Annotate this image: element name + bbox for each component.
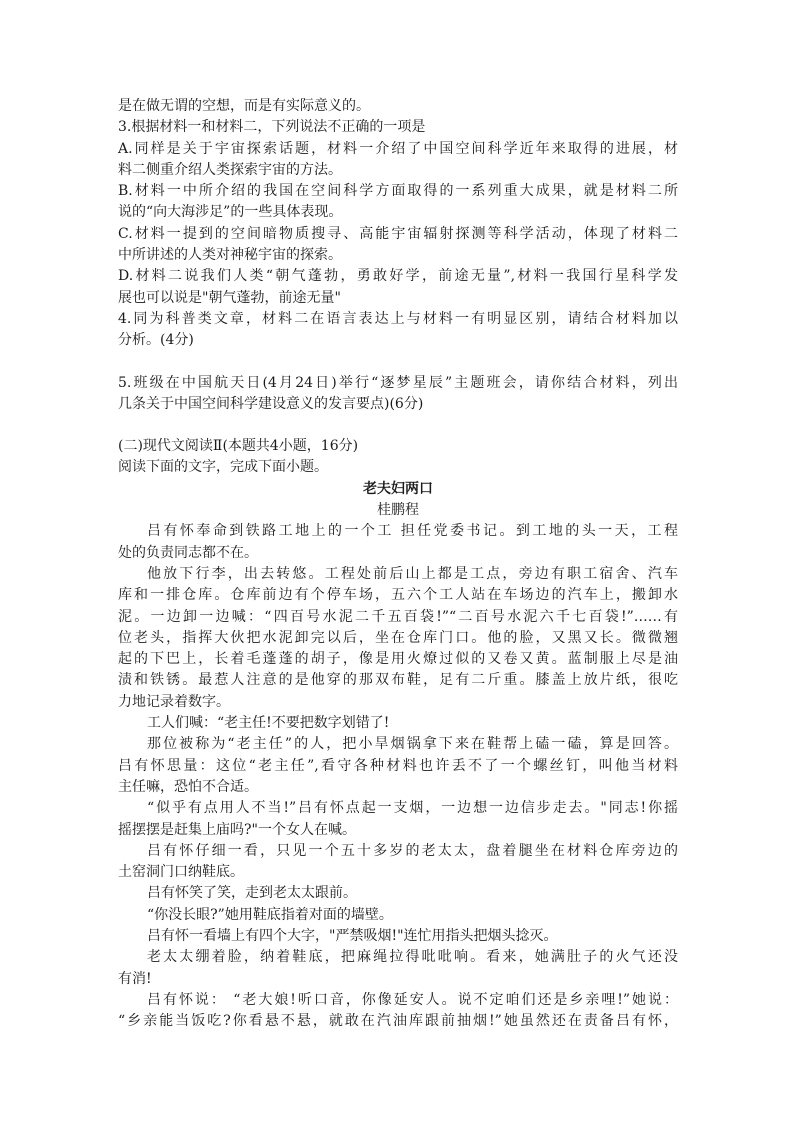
paragraph-line: 吕有怀思量：这位“老主任”,看守各种材料也许丢不了一个螺丝钉，叫他当材料 [118, 757, 678, 774]
section-instruction: 阅读下面的文字，完成下面小题。 [118, 459, 328, 476]
q3-stem: 3.根据材料一和材料二，下列说法不正确的一项是 [118, 119, 426, 136]
q3-option-a-line2: 料二侧重介绍人类探索宇宙的方法。 [118, 161, 342, 178]
paragraph-line: 主任嘛，恐怕不合适。 [118, 778, 258, 795]
paragraph-line: “乡亲能当饭吃?你看悬不悬，就敢在汽油库跟前抽烟!”她虽然还在责备吕有怀， [118, 1013, 678, 1030]
paragraph-line: 他放下行李，出去转悠。工程处前后山上都是工点，旁边有职工宿舍、汽车 [147, 565, 678, 582]
story-paragraph [118, 841, 678, 884]
story-paragraph [118, 564, 678, 713]
q5-line2: 几条关于中国空间科学建设意义的发言要点)(6分) [118, 395, 424, 412]
paragraph-line: 有消! [118, 970, 152, 987]
paragraph-line: 吕有怀笑了笑，走到老太太跟前。 [147, 885, 357, 902]
paragraph-line: 老太太绷着脸，纳着鞋底，把麻绳拉得吡吡响。看来，她满肚子的火气还没 [147, 949, 678, 966]
question-5 [118, 373, 678, 416]
paragraph-line: 泥。一边卸一边喊：“四百号水泥二千五百袋!”“二百号水泥六千七百袋!”……有 [118, 608, 678, 625]
paragraph-line: 吕有怀奉命到铁路工地上的一个工 担任党委书记。到工地的头一天，工程 [147, 523, 678, 540]
q3-option-d-line1: D.材料二说我们人类“朝气蓬勃，勇敢好学，前途无量”,材料一我国行星科学发 [118, 268, 678, 285]
q3-option-b-line1: B.材料一中所介绍的我国在空间科学方面取得的一系列重大成果，就是材料二所 [118, 183, 678, 200]
paragraph-line: 起的下巴上，长着毛蓬蓬的胡子，像是用火燎过似的又卷又黄。蓝制服上尽是油 [118, 651, 678, 668]
story-paragraph [118, 713, 678, 734]
story-title: 老夫妇两口 [363, 480, 433, 497]
story-paragraph [118, 926, 678, 947]
paragraph-line: 位老头，指挥大伙把水泥卸完以后，坐在仓库门口。他的脸，又黑又长。微微翘 [118, 629, 678, 646]
paragraph-line: “你没长眼?”她用鞋底指着对面的墙壁。 [147, 906, 393, 923]
paragraph-line: 吕有怀说： “老大娘!听口音，你像延安人。说不定咱们还是乡亲哩!”她说： [147, 991, 678, 1008]
story-body [118, 521, 678, 1032]
paragraph-line: 那位被称为“老主任”的人，把小旱烟锅拿下来在鞋帮上磕一磕，算是回答。 [147, 736, 678, 753]
paragraph-line: 处的负责同志都不在。 [118, 544, 258, 561]
story-paragraph [118, 798, 678, 841]
story-paragraph [118, 734, 678, 798]
story-author: 桂鹏程 [377, 502, 419, 519]
story-paragraph [118, 521, 678, 564]
q4-line2: 分析。(4分) [118, 332, 194, 349]
section-heading: (二)现代文阅读Ⅱ(本题共4小题，16分) [118, 438, 359, 455]
paragraph-line: 摇摆摆是赶集上庙吗?"一个女人在喊。 [118, 821, 356, 838]
paragraph-line: 渍和铁锈。最惹人注意的是他穿的那双布鞋，足有二斤重。膝盖上放片纸，很吃 [118, 672, 678, 689]
question-3 [118, 117, 678, 309]
q3-option-b-line2: 说的“向大海涉足”的一些具体表现。 [118, 204, 343, 221]
paragraph-line: 吕有怀仔细一看，只见一个五十多岁的老太太，盘着腿坐在材料仓库旁边的 [147, 842, 678, 859]
intro-line: 是在做无谓的空想，而是有实际意义的。 [118, 98, 370, 114]
q3-option-d-line2: 展也可以说是"朝气蓬勃，前途无量" [118, 289, 341, 306]
q3-option-c-line1: C.材料一提到的空间暗物质搜寻、高能宇宙辐射探测等科学活动，体现了材料二 [118, 225, 678, 242]
question-4 [118, 309, 678, 352]
paragraph-line: 土窑洞门口纳鞋底。 [118, 864, 244, 881]
document-page [118, 96, 678, 1032]
story-paragraph [118, 883, 678, 904]
paragraph-line: 力地记录着数字。 [118, 693, 230, 710]
q4-line1: 4.同为科普类文章，材料二在语言表达上与材料一有明显区别，请结合材料加以 [118, 310, 678, 327]
paragraph-line: 吕有怀一看墙上有四个大字，"严禁吸烟!"连忙用指头把烟头捻灭。 [147, 927, 558, 944]
paragraph-line: 库和一排仓库。仓库前边有个停车场，五六个工人站在车场边的汽车上，搬卸水 [118, 587, 678, 604]
story-paragraph [118, 990, 678, 1033]
paragraph-line: 工人们喊：“老主任!不要把数字划错了! [147, 715, 390, 732]
story-paragraph [118, 947, 678, 990]
paragraph-line: “似乎有点用人不当!”吕有怀点起一支烟，一边想一边信步走去。"同志!你摇 [147, 800, 678, 817]
q3-option-c-line2: 中所讲述的人类对神秘宇宙的探索。 [118, 247, 342, 264]
q3-option-a-line1: A.同样是关于宇宙探索话题，材料一介绍了中国空间科学近年来取得的进展，材 [118, 140, 678, 157]
story-paragraph [118, 905, 678, 926]
q5-line1: 5.班级在中国航天日(4月24日)举行“逐梦星辰”主题班会，请你结合材料，列出 [118, 374, 678, 391]
